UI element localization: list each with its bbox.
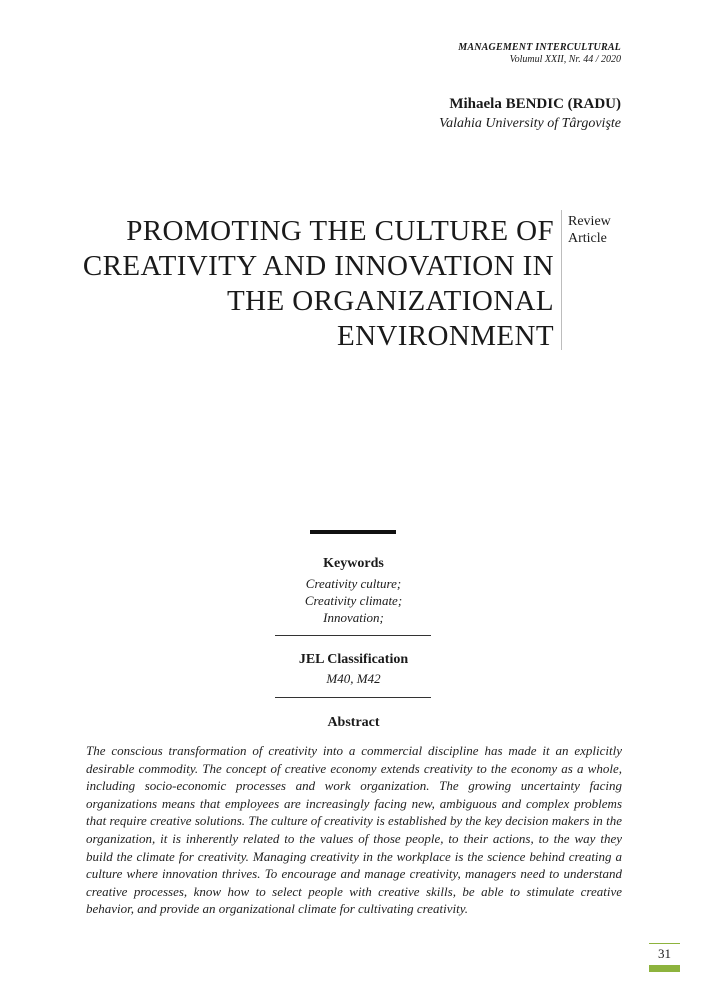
title-divider	[561, 210, 562, 350]
article-type	[568, 213, 628, 247]
article-title: PROMOTING THE CULTURE OF CREATIVITY AND INNOVATION IN THE ORGANIZATIONAL ENVIRONMENT	[82, 215, 554, 352]
page-number-accent-bar	[649, 965, 680, 972]
page-number: 31	[658, 946, 671, 961]
article-type-line2: Article	[568, 231, 607, 246]
keywords-list	[0, 575, 707, 626]
author-affiliation: Valahia University of Târgovişte	[439, 116, 621, 131]
journal-header	[458, 42, 621, 66]
author-block	[439, 94, 621, 134]
author-name: Mihaela BENDIC (RADU)	[449, 96, 621, 112]
keyword-item: Creativity climate;	[304, 593, 403, 608]
keyword-item: Creativity culture;	[305, 576, 402, 591]
abstract-text: The conscious transformation of creativity into a commercial discipline has made it an explicitly desirable commodity. The concept of creative economy extends creativity to the economy as a whole, including socio-economic processes and work organization. The growing uncertainty facing organizations means that employees are increasingly facing new, ambiguous and complex problems that require creative solutions. The culture of creativity is established by the key decision makers in the organization, it is inherently related to the values of those people, to their actions, to the way they build the climate for creativity. Managing creativity in the workplace is the science behind creating a culture where innovation thrives. To encourage and manage creativity, managers need to understand creative processes, know how to select people with creative skills, be able to stimulate creative behavior, and provide an organizational climate for cultivating creativity.	[86, 743, 622, 917]
jel-heading: JEL Classification	[298, 652, 409, 667]
keywords-heading: Keywords	[323, 556, 384, 571]
jel-divider	[275, 697, 431, 698]
keyword-item: Innovation;	[323, 610, 384, 625]
journal-name: MANAGEMENT INTERCULTURAL	[458, 42, 621, 53]
jel-value: M40, M42	[326, 671, 381, 686]
keywords-divider	[275, 635, 431, 636]
section-divider-thick	[310, 530, 396, 534]
journal-volume: Volumul XXII, Nr. 44 / 2020	[509, 54, 621, 65]
page-number-top-rule	[649, 943, 680, 944]
abstract-heading: Abstract	[327, 715, 380, 730]
article-type-line1: Review	[568, 214, 611, 229]
